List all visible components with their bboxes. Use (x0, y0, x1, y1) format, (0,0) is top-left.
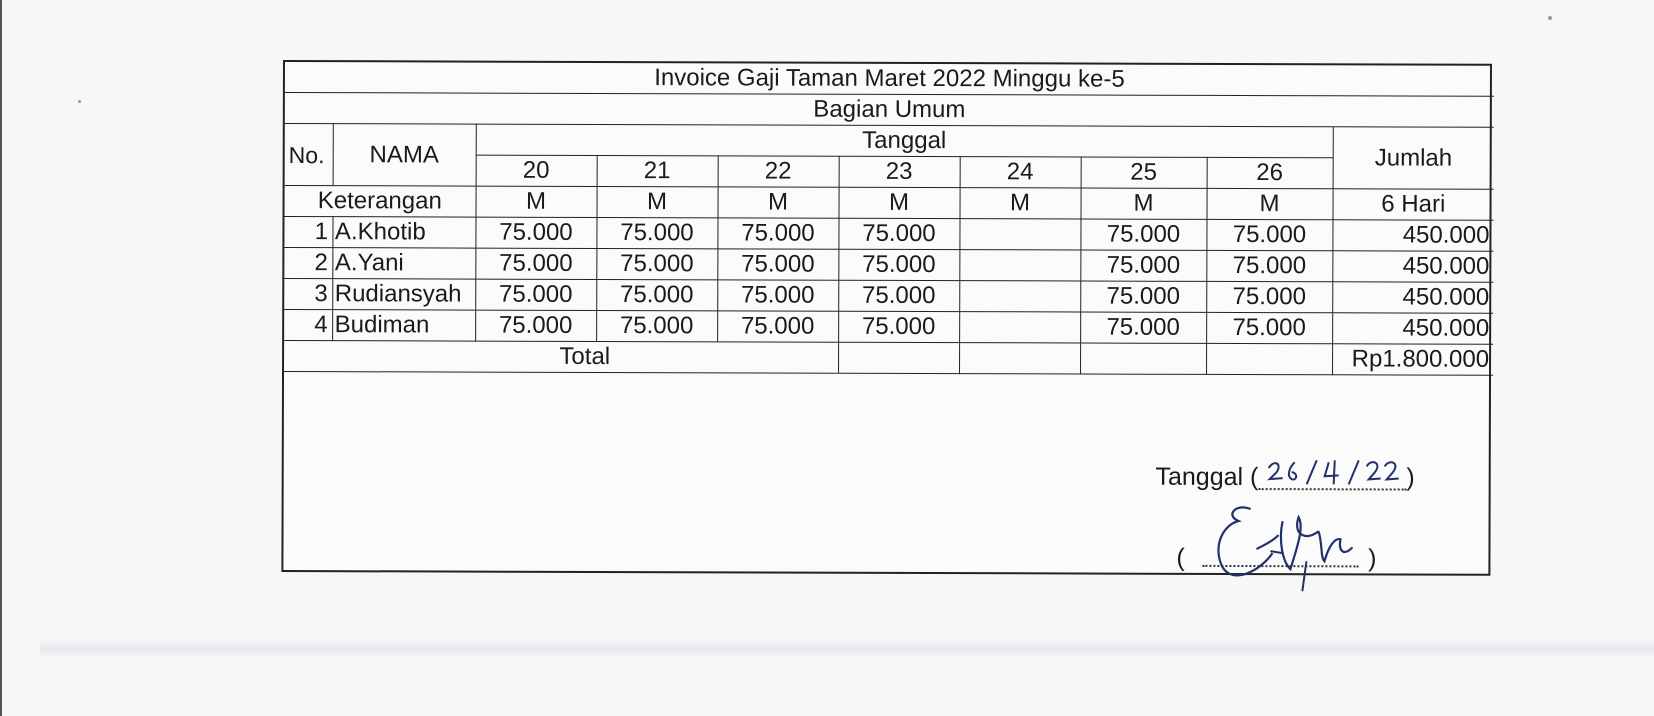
signature-area (283, 412, 1488, 574)
day-code-cell: M (476, 186, 597, 217)
department-row (285, 93, 1494, 128)
daily-wage-cell: 75.000 (596, 279, 717, 310)
daily-wage-cell: 75.000 (1206, 312, 1332, 343)
invoice-title: Invoice Gaji Taman Maret 2022 Minggu ke-5 (285, 62, 1494, 96)
daily-wage-cell: 75.000 (838, 218, 959, 249)
daily-wage-cell (959, 219, 1080, 250)
scan-streak (40, 640, 1654, 658)
signature-date-label: Tanggal ( (1155, 462, 1259, 492)
day-code-cell: M (1207, 188, 1333, 219)
header-day-20: 20 (476, 155, 597, 186)
day-code-cell: M (1081, 188, 1207, 219)
daily-wage-cell: 75.000 (596, 248, 717, 279)
daily-wage-cell (959, 312, 1080, 343)
daily-wage-cell: 75.000 (838, 249, 959, 280)
daily-wage-cell (959, 281, 1080, 312)
daily-wage-cell: 75.000 (717, 218, 838, 249)
daily-wage-cell: 75.000 (1080, 281, 1206, 312)
keterangan-row (285, 186, 1494, 221)
daily-wage-cell: 75.000 (475, 217, 596, 248)
header-day-25: 25 (1081, 157, 1207, 188)
table-row (284, 248, 1493, 283)
table-row (284, 217, 1493, 252)
salary-table (284, 62, 1494, 376)
header-day-24: 24 (960, 157, 1081, 188)
daily-wage-cell: 75.000 (717, 280, 838, 311)
row-number: 1 (284, 217, 332, 248)
employee-name: A.Yani (332, 248, 475, 279)
daily-wage-cell: 75.000 (1206, 219, 1332, 250)
scan-dust (1548, 16, 1552, 20)
day-code-cell: M (839, 187, 960, 218)
daily-wage-cell: 75.000 (717, 311, 838, 342)
department-label: Bagian Umum (285, 93, 1494, 128)
table-row (284, 310, 1493, 345)
daily-wage-cell: 75.000 (838, 311, 959, 342)
day-code-cell: M (718, 187, 839, 218)
total-empty-23 (838, 342, 959, 373)
daily-wage-cell: 75.000 (596, 217, 717, 248)
signature-paren-open: ( (1176, 543, 1185, 572)
daily-wage-cell: 75.000 (1206, 281, 1332, 312)
signature-date-field (1258, 464, 1406, 492)
handwritten-signature (1186, 491, 1376, 602)
header-day-22: 22 (718, 156, 839, 187)
employee-name: A.Khotib (332, 217, 475, 248)
day-code-cell: M (597, 186, 718, 217)
header-tanggal: Tanggal (476, 124, 1333, 158)
header-no: No. (285, 124, 333, 186)
daily-wage-cell: 75.000 (1080, 250, 1206, 281)
signature-date-line (1155, 463, 1414, 493)
signature-line (1176, 517, 1376, 578)
total-label: Total (332, 341, 838, 374)
daily-wage-cell (959, 250, 1080, 281)
daily-wage-cell: 75.000 (1080, 312, 1206, 343)
day-code-cell: M (960, 188, 1081, 219)
total-empty-24 (959, 343, 1080, 374)
row-total: 450.000 (1332, 251, 1493, 283)
daily-wage-cell: 75.000 (1080, 219, 1206, 250)
title-row (285, 62, 1494, 96)
daily-wage-cell: 75.000 (475, 248, 596, 279)
grand-total: Rp1.800.000 (1332, 344, 1493, 376)
row-total: 450.000 (1332, 282, 1493, 314)
daily-wage-cell: 75.000 (596, 310, 717, 341)
total-spacer (284, 341, 332, 372)
daily-wage-cell: 75.000 (838, 280, 959, 311)
row-number: 2 (284, 248, 332, 279)
header-keterangan: Keterangan (285, 186, 476, 218)
header-jumlah: Jumlah (1333, 127, 1494, 190)
scan-dust (78, 100, 81, 103)
row-number: 3 (284, 279, 332, 310)
employee-name: Rudiansyah (332, 279, 475, 310)
header-nama: NAMA (333, 124, 476, 186)
employee-name: Budiman (332, 310, 475, 341)
header-row-1 (285, 124, 1494, 159)
header-day-26: 26 (1207, 157, 1333, 188)
handwritten-date (1258, 454, 1406, 492)
daily-wage-cell: 75.000 (475, 310, 596, 341)
signature-date-close: ) (1406, 463, 1415, 492)
daily-wage-cell: 75.000 (717, 249, 838, 280)
invoice-document (281, 60, 1492, 576)
header-day-21: 21 (597, 155, 718, 186)
total-row (284, 341, 1493, 376)
total-empty-26 (1206, 343, 1332, 374)
total-empty-25 (1080, 343, 1206, 374)
row-total: 450.000 (1332, 313, 1493, 345)
row-number: 4 (284, 310, 332, 341)
daily-wage-cell: 75.000 (1206, 250, 1332, 281)
scan-page-edge (0, 0, 2, 716)
table-row (284, 279, 1493, 314)
total-days: 6 Hari (1333, 189, 1494, 221)
header-day-23: 23 (839, 156, 960, 187)
daily-wage-cell: 75.000 (475, 279, 596, 310)
signature-paren-close: ) (1368, 544, 1377, 573)
row-total: 450.000 (1332, 220, 1493, 252)
